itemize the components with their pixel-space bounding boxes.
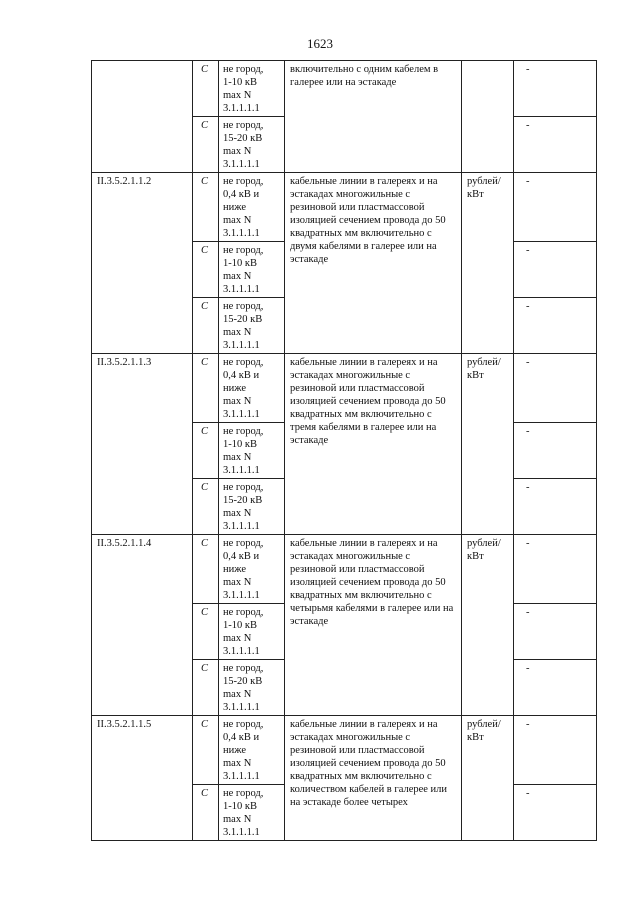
condition-cell: не город, 1-10 кВ max N 3.1.1.1.1	[219, 423, 285, 479]
condition-cell: не город, 15-20 кВ max N 3.1.1.1.1	[219, 117, 285, 173]
value-cell: -	[514, 479, 597, 535]
value-cell: -	[514, 173, 597, 242]
category-letter: С	[193, 61, 219, 117]
category-letter: С	[193, 242, 219, 298]
condition-cell: не город, 0,4 кВ и ниже max N 3.1.1.1.1	[219, 354, 285, 423]
value-cell: -	[514, 423, 597, 479]
condition-cell: не город, 15-20 кВ max N 3.1.1.1.1	[219, 298, 285, 354]
code-cell: II.3.5.2.1.1.5	[92, 716, 193, 841]
condition-cell: не город, 15-20 кВ max N 3.1.1.1.1	[219, 479, 285, 535]
description-cell: кабельные линии в галереях и на эстакадах многожильные с резиновой или пластмассовой изоляцией сечением провода до 50 квадратных мм включительно с тремя кабелями в галерее или на эстакаде	[285, 354, 462, 535]
code-cell: II.3.5.2.1.1.2	[92, 173, 193, 354]
description-cell: кабельные линии в галереях и на эстакадах многожильные с резиновой или пластмассовой изоляцией сечением провода до 50 квадратных мм включительно с двумя кабелями в галерее или на эстакаде	[285, 173, 462, 354]
table-row	[92, 173, 597, 242]
condition-cell: не город, 15-20 кВ max N 3.1.1.1.1	[219, 660, 285, 716]
value-cell: -	[514, 604, 597, 660]
code-cell: II.3.5.2.1.1.3	[92, 354, 193, 535]
value-cell: -	[514, 716, 597, 785]
value-cell: -	[514, 61, 597, 117]
category-letter: С	[193, 423, 219, 479]
category-letter: С	[193, 535, 219, 604]
unit-cell: рублей/ кВт	[462, 173, 514, 354]
description-cell: кабельные линии в галереях и на эстакадах многожильные с резиновой или пластмассовой изоляцией сечением провода до 50 квадратных мм включительно с четырьмя кабелями в галерее или на эстакаде	[285, 535, 462, 716]
category-letter: С	[193, 716, 219, 785]
category-letter: С	[193, 298, 219, 354]
tariff-table	[91, 60, 597, 841]
condition-cell: не город, 1-10 кВ max N 3.1.1.1.1	[219, 604, 285, 660]
description-cell: включительно с одним кабелем в галерее или на эстакаде	[285, 61, 462, 173]
table-row	[92, 716, 597, 785]
unit-cell: рублей/ кВт	[462, 716, 514, 841]
condition-cell: не город, 1-10 кВ max N 3.1.1.1.1	[219, 61, 285, 117]
condition-cell: не город, 1-10 кВ max N 3.1.1.1.1	[219, 785, 285, 841]
table-row	[92, 61, 597, 117]
condition-cell: не город, 0,4 кВ и ниже max N 3.1.1.1.1	[219, 173, 285, 242]
category-letter: С	[193, 354, 219, 423]
condition-cell: не город, 1-10 кВ max N 3.1.1.1.1	[219, 242, 285, 298]
category-letter: С	[193, 173, 219, 242]
description-cell: кабельные линии в галереях и на эстакадах многожильные с резиновой или пластмассовой изоляцией сечением провода до 50 квадратных мм включительно с количеством кабелей в галерее или на эстакаде более четырех	[285, 716, 462, 841]
table-row	[92, 354, 597, 423]
table-row	[92, 535, 597, 604]
code-cell	[92, 61, 193, 173]
unit-cell: рублей/ кВт	[462, 535, 514, 716]
value-cell: -	[514, 354, 597, 423]
condition-cell: не город, 0,4 кВ и ниже max N 3.1.1.1.1	[219, 535, 285, 604]
value-cell: -	[514, 298, 597, 354]
value-cell: -	[514, 535, 597, 604]
value-cell: -	[514, 242, 597, 298]
condition-cell: не город, 0,4 кВ и ниже max N 3.1.1.1.1	[219, 716, 285, 785]
unit-cell	[462, 61, 514, 173]
category-letter: С	[193, 479, 219, 535]
code-cell: II.3.5.2.1.1.4	[92, 535, 193, 716]
unit-cell: рублей/ кВт	[462, 354, 514, 535]
page-number: 1623	[307, 36, 333, 51]
value-cell: -	[514, 660, 597, 716]
value-cell: -	[514, 785, 597, 841]
category-letter: С	[193, 604, 219, 660]
value-cell: -	[514, 117, 597, 173]
category-letter: С	[193, 660, 219, 716]
category-letter: С	[193, 785, 219, 841]
category-letter: С	[193, 117, 219, 173]
